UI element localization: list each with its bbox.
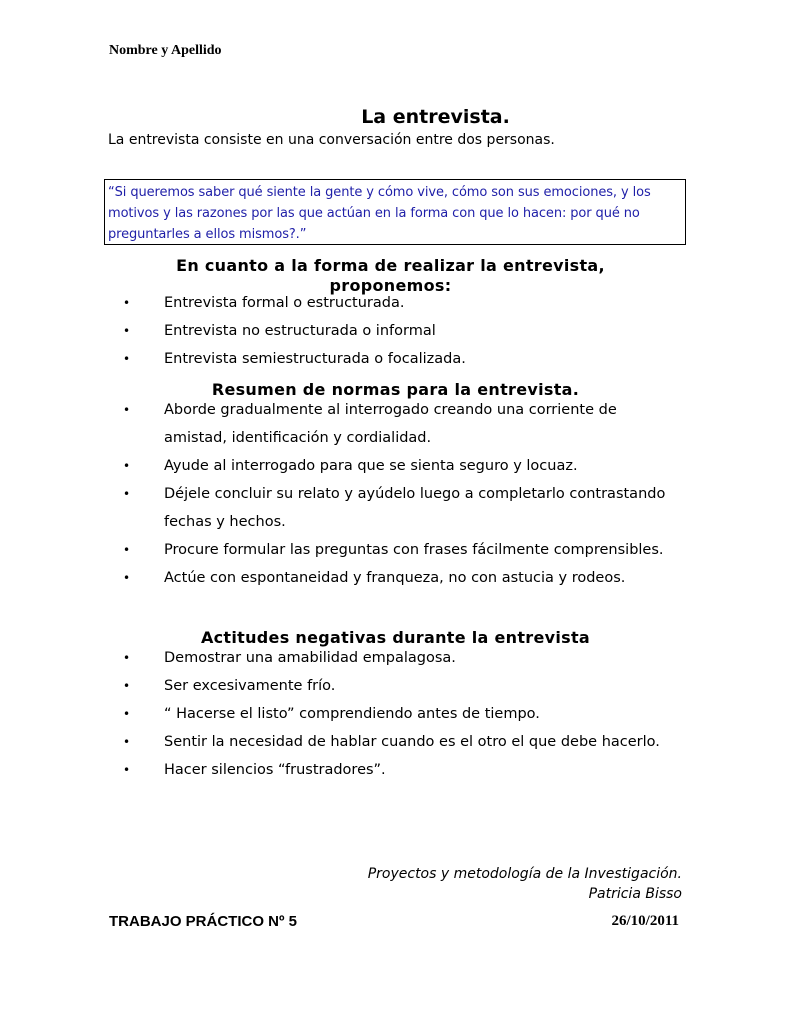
document-title: La entrevista.	[361, 106, 510, 128]
list-item	[120, 564, 680, 592]
list-item	[120, 345, 680, 373]
list-item	[120, 672, 680, 700]
bullet-icon: •	[123, 352, 131, 366]
list-item-text: Déjele concluir su relato y ayúdelo luego a completarlo contrastando fechas y hechos.	[164, 486, 666, 530]
quote-box: “Si queremos saber qué siente la gente y cómo vive, cómo son sus emociones, y los motivos y las razones por las que actúan en la forma con que lo hacen: por qué no preguntarles a ellos mismos?.”	[104, 179, 686, 245]
list-item	[120, 728, 680, 756]
list-item	[120, 289, 680, 317]
list-item-text: Procure formular las preguntas con frases fácilmente comprensibles.	[164, 542, 664, 558]
list-item	[120, 644, 680, 672]
bullet-icon: •	[123, 735, 131, 749]
intro-paragraph: La entrevista consiste en una conversación entre dos personas.	[108, 132, 555, 148]
list-item-text: Entrevista formal o estructurada.	[164, 295, 405, 311]
bullet-icon: •	[123, 679, 131, 693]
list-item	[120, 756, 680, 784]
bullet-icon: •	[123, 403, 131, 417]
list-item-text: Ser excesivamente frío.	[164, 678, 336, 694]
list-item	[120, 452, 680, 480]
list-item	[120, 536, 680, 564]
list-item-text: Sentir la necesidad de hablar cuando es el otro el que debe hacerlo.	[164, 734, 660, 750]
list-item	[120, 396, 680, 452]
list-item-text: Actúe con espontaneidad y franqueza, no con astucia y rodeos.	[164, 570, 626, 586]
section-heading-forms-text: En cuanto a la forma de realizar la entrevista, proponemos:	[176, 256, 605, 295]
bullet-icon: •	[123, 651, 131, 665]
bullet-icon: •	[123, 707, 131, 721]
name-label: Nombre y Apellido	[109, 43, 222, 58]
author-name: Patricia Bisso	[588, 886, 682, 902]
list-item	[120, 700, 680, 728]
bullet-icon: •	[123, 324, 131, 338]
list-item-text: Entrevista no estructurada o informal	[164, 323, 436, 339]
bullet-icon: •	[123, 487, 131, 501]
bullet-icon: •	[123, 543, 131, 557]
bullet-icon: •	[123, 459, 131, 473]
list-forms	[120, 289, 680, 373]
list-item-text: Aborde gradualmente al interrogado creando una corriente de amistad, identificación y cordialidad.	[164, 402, 617, 446]
section-heading-negative: Actitudes negativas durante la entrevista	[200, 628, 591, 647]
document-date: 26/10/2011	[611, 913, 679, 929]
list-item-text: Hacer silencios “frustradores”.	[164, 762, 386, 778]
course-credit	[368, 864, 682, 904]
section-heading-norms: Resumen de normas para la entrevista.	[211, 380, 580, 399]
bullet-icon: •	[123, 296, 131, 310]
list-negative	[120, 644, 680, 784]
list-item-text: “ Hacerse el listo” comprendiendo antes de tiempo.	[164, 706, 540, 722]
list-item-text: Ayude al interrogado para que se sienta seguro y locuaz.	[164, 458, 578, 474]
list-item	[120, 480, 680, 536]
list-norms	[120, 396, 680, 592]
course-name: Proyectos y metodología de la Investigación.	[367, 866, 682, 882]
list-item-text: Demostrar una amabilidad empalagosa.	[164, 650, 456, 666]
bullet-icon: •	[123, 763, 131, 777]
list-item	[120, 317, 680, 345]
bullet-icon: •	[123, 571, 131, 585]
list-item-text: Entrevista semiestructurada o focalizada.	[164, 351, 466, 367]
assignment-label: TRABAJO PRÁCTICO Nº 5	[109, 913, 297, 930]
